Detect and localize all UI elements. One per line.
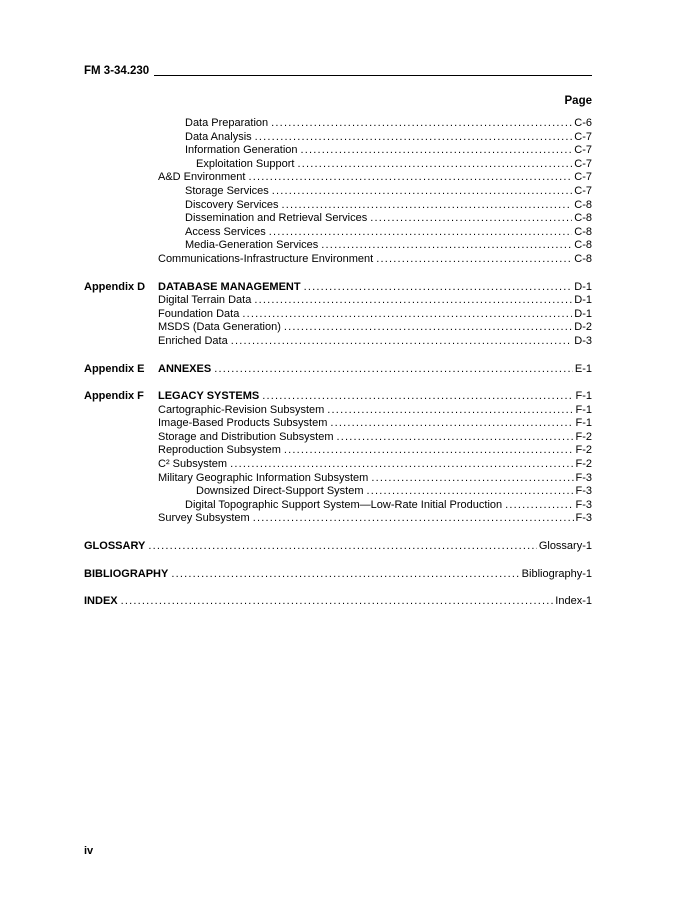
- document-header: [84, 63, 592, 77]
- toc-row: [84, 294, 592, 308]
- toc-row: [84, 363, 592, 377]
- toc-dot-leader: [255, 131, 573, 145]
- toc-entry-label: Downsized Direct-Support System: [196, 485, 364, 498]
- toc-section-appendix-d: [84, 281, 592, 349]
- toc-gutter-label: Appendix D: [84, 280, 146, 293]
- toc-page-number: C-8: [574, 198, 592, 211]
- toc-page-number: Glossary-1: [538, 540, 592, 553]
- toc-row: [84, 335, 592, 349]
- toc-dot-leader: [304, 281, 573, 295]
- page-footer: [84, 845, 93, 857]
- toc-dot-leader: [505, 499, 573, 513]
- toc-entry-label: Access Services: [185, 225, 266, 238]
- toc-dot-leader: [301, 144, 573, 158]
- toc-section-index: [84, 595, 592, 609]
- toc-section-appendix-c-continued: [84, 117, 592, 267]
- toc-entry-label: Military Geographic Information Subsystem: [158, 471, 369, 484]
- toc-section-glossary: [84, 540, 592, 554]
- toc-gutter-label: Appendix F: [84, 390, 144, 403]
- toc-entry-label: Storage Services: [185, 184, 269, 197]
- toc-page-number: F-3: [575, 485, 592, 498]
- toc-row: [84, 281, 592, 295]
- toc-row: [84, 595, 592, 609]
- toc-section-bibliography: [84, 568, 592, 582]
- toc-dot-leader: [248, 171, 572, 185]
- toc-row: [84, 417, 592, 431]
- toc-page-number: F-2: [575, 430, 592, 443]
- toc-entry-label: Digital Terrain Data: [158, 294, 252, 307]
- toc-section-appendix-e: [84, 363, 592, 377]
- toc-entry-label: Foundation Data: [158, 307, 240, 320]
- toc-dot-leader: [336, 431, 573, 445]
- toc-entry-label: Storage and Distribution Subsystem: [158, 430, 334, 443]
- toc-dot-leader: [231, 335, 573, 349]
- toc-page-number: F-1: [575, 403, 592, 416]
- toc-page-number: F-1: [575, 390, 592, 403]
- toc-row: [84, 485, 592, 499]
- toc-entry-label: A&D Environment: [158, 171, 246, 184]
- toc-dot-leader: [253, 512, 574, 526]
- toc-row: [84, 185, 592, 199]
- toc-dot-leader: [269, 226, 573, 240]
- toc-row: [84, 212, 592, 226]
- toc-row: [84, 117, 592, 131]
- toc-row: [84, 458, 592, 472]
- toc-entry-label: Media-Generation Services: [185, 239, 319, 252]
- toc-dot-leader: [121, 595, 554, 609]
- toc-page-number: C-8: [574, 212, 592, 225]
- toc: [84, 117, 592, 609]
- toc-row: [84, 444, 592, 458]
- toc-entry-label: Data Preparation: [185, 117, 269, 129]
- toc-page-number: Index-1: [555, 595, 592, 608]
- toc-dot-leader: [330, 417, 573, 431]
- toc-dot-leader: [327, 404, 573, 418]
- toc-entry-label: Exploitation Support: [196, 157, 295, 170]
- toc-entry-label: Image-Based Products Subsystem: [158, 417, 328, 430]
- toc-dot-leader: [297, 158, 572, 172]
- toc-entry-label: Communications-Infrastructure Environment: [158, 252, 374, 265]
- toc-page-number: C-8: [574, 225, 592, 238]
- toc-entry-label: MSDS (Data Generation): [158, 321, 281, 334]
- toc-dot-leader: [242, 308, 572, 322]
- toc-dot-leader: [230, 458, 573, 472]
- toc-entry-label: Cartographic-Revision Subsystem: [158, 403, 325, 416]
- toc-page-number: C-6: [574, 117, 592, 129]
- toc-dot-leader: [376, 253, 572, 267]
- toc-dot-leader: [171, 568, 519, 582]
- toc-page-number: D-1: [574, 294, 592, 307]
- toc-page-number: C-7: [574, 157, 592, 170]
- toc-row: [84, 472, 592, 486]
- toc-page-number: F-1: [575, 417, 592, 430]
- toc-entry-label: ANNEXES: [158, 362, 212, 375]
- page-number: iv: [84, 845, 94, 857]
- toc-entry-label: Data Analysis: [185, 130, 252, 143]
- toc-entry-label: DATABASE MANAGEMENT: [158, 280, 301, 293]
- toc-gutter-label: Appendix E: [84, 362, 145, 375]
- toc-entry-label: Reproduction Subsystem: [158, 444, 281, 457]
- toc-row: [84, 171, 592, 185]
- toc-dot-leader: [371, 472, 573, 486]
- toc-page-number: C-8: [574, 252, 592, 265]
- toc-page-number: F-3: [575, 512, 592, 525]
- page-column-label: Page: [564, 95, 592, 107]
- toc-page-number: Bibliography-1: [521, 567, 592, 580]
- toc-row: [84, 239, 592, 253]
- toc-entry-label: Information Generation: [185, 144, 298, 157]
- toc-page-number: D-3: [574, 334, 592, 347]
- toc-row: [84, 321, 592, 335]
- toc-entry-label: Discovery Services: [185, 198, 279, 211]
- toc-page-number: D-1: [574, 280, 592, 293]
- toc-dot-leader: [262, 390, 573, 404]
- toc-entry-label: BIBLIOGRAPHY: [84, 567, 169, 580]
- toc-section-appendix-f: [84, 390, 592, 526]
- toc-row: [84, 199, 592, 213]
- toc-entry-label: INDEX: [84, 595, 118, 608]
- toc-dot-leader: [214, 363, 573, 377]
- toc-entry-label: Digital Topographic Support System—Low-Rate Initial Production: [185, 498, 503, 511]
- toc-page-number: F-2: [575, 444, 592, 457]
- toc-page-number: C-7: [574, 171, 592, 184]
- toc-dot-leader: [321, 239, 572, 253]
- toc-row: [84, 308, 592, 322]
- toc-row: [84, 131, 592, 145]
- doc-number: FM 3-34.230: [84, 65, 150, 77]
- toc-page-number: C-7: [574, 130, 592, 143]
- toc-entry-label: Enriched Data: [158, 334, 228, 347]
- page-content: [84, 63, 592, 609]
- toc-row: [84, 390, 592, 404]
- toc-dot-leader: [367, 485, 574, 499]
- toc-row: [84, 540, 592, 554]
- toc-row: [84, 253, 592, 267]
- toc-entry-label: GLOSSARY: [84, 540, 146, 553]
- toc-page-number: F-3: [575, 498, 592, 511]
- toc-page-number: D-2: [574, 321, 592, 334]
- toc-dot-leader: [148, 540, 536, 554]
- toc-page-number: C-8: [574, 239, 592, 252]
- toc-row: [84, 512, 592, 526]
- toc-entry-label: Survey Subsystem: [158, 512, 250, 525]
- toc-page-number: E-1: [574, 362, 592, 375]
- toc-page-number: F-3: [575, 471, 592, 484]
- toc-row: [84, 226, 592, 240]
- toc-page-number: C-7: [574, 144, 592, 157]
- toc-row: [84, 568, 592, 582]
- header-rule: [154, 75, 592, 76]
- toc-row: [84, 404, 592, 418]
- toc-page-number: F-2: [575, 458, 592, 471]
- toc-dot-leader: [271, 117, 572, 131]
- toc-dot-leader: [284, 321, 572, 335]
- toc-dot-leader: [370, 212, 572, 226]
- toc-dot-leader: [284, 444, 574, 458]
- toc-entry-label: LEGACY SYSTEMS: [158, 390, 260, 403]
- toc-row: [84, 158, 592, 172]
- toc-row: [84, 499, 592, 513]
- toc-dot-leader: [282, 199, 573, 213]
- toc-dot-leader: [272, 185, 573, 199]
- toc-entry-label: C² Subsystem: [158, 458, 228, 471]
- toc-dot-leader: [254, 294, 572, 308]
- toc-page-number: D-1: [574, 307, 592, 320]
- toc-row: [84, 144, 592, 158]
- toc-row: [84, 431, 592, 445]
- toc-entry-label: Dissemination and Retrieval Services: [185, 212, 368, 225]
- toc-page-number: C-7: [574, 184, 592, 197]
